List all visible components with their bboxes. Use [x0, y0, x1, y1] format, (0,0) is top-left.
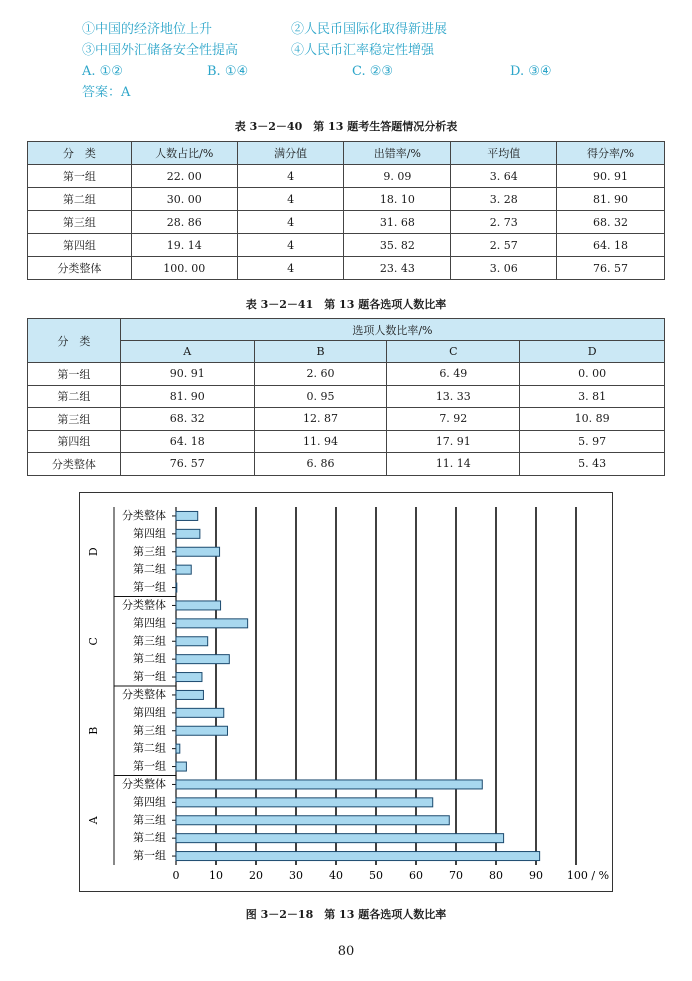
table-cell: 90. 91	[557, 165, 665, 188]
page-number: 80	[337, 944, 355, 959]
table-cell: 2. 73	[451, 211, 557, 234]
statement-2: ②人民币国际化取得新进展	[291, 22, 448, 37]
table-cell: 10. 89	[520, 408, 665, 431]
x-tick-label: 0	[172, 869, 180, 882]
group-label-c: C	[87, 637, 100, 646]
bar-b	[176, 744, 180, 753]
choice-b: B. ①④	[207, 64, 249, 79]
bar-d	[176, 511, 198, 520]
choice-a: A. ①②	[82, 64, 123, 79]
table-row	[28, 188, 665, 211]
category-label: 分类整体	[122, 687, 166, 701]
answer: 答案：A	[82, 85, 131, 100]
bar-a	[176, 852, 540, 861]
category-label: 分类整体	[122, 508, 166, 522]
table-cell: 9. 09	[344, 165, 451, 188]
table-cell: 17. 91	[387, 430, 520, 453]
x-tick-label: 30	[289, 869, 303, 882]
table-cell: 19. 14	[131, 234, 237, 257]
table-answer-analysis	[27, 141, 665, 280]
table-cell: 第一组	[28, 363, 121, 386]
bar-d	[176, 583, 177, 592]
option-row-2	[82, 41, 642, 62]
table-row	[28, 363, 665, 386]
table-cell: 13. 33	[387, 385, 520, 408]
option-ratio-bar-chart	[80, 493, 612, 891]
header-cell: B	[254, 341, 387, 363]
bar-c	[176, 673, 202, 682]
header-cell: A	[120, 341, 254, 363]
bar-a	[176, 816, 449, 825]
x-tick-label: 40	[329, 869, 343, 882]
table1-caption: 表 3－2－40 第 13 题考生答题情况分析表	[234, 120, 458, 133]
corner-cell: 分 类	[28, 319, 121, 363]
table-cell: 4	[237, 234, 344, 257]
category-label: 第四组	[133, 795, 166, 809]
table-cell: 2. 60	[254, 363, 387, 386]
table-cell: 5. 43	[520, 453, 665, 476]
bar-b	[176, 690, 203, 699]
table-cell: 81. 90	[120, 385, 254, 408]
x-tick-label: 100 / %	[566, 869, 610, 882]
table-cell: 11. 94	[254, 430, 387, 453]
table-cell: 6. 49	[387, 363, 520, 386]
table-cell: 分类整体	[28, 257, 132, 280]
table-cell: 18. 10	[344, 188, 451, 211]
table-cell: 第二组	[28, 385, 121, 408]
table-cell: 2. 57	[451, 234, 557, 257]
figure-caption: 图 3－2－18 第 13 题各选项人数比率	[245, 908, 447, 921]
table-cell: 12. 87	[254, 408, 387, 431]
table-cell: 第一组	[28, 165, 132, 188]
category-label: 第四组	[133, 705, 166, 719]
group-label-a: A	[87, 816, 100, 825]
table-row	[28, 453, 665, 476]
table-cell: 30. 00	[131, 188, 237, 211]
table-row	[28, 408, 665, 431]
table-row	[28, 234, 665, 257]
table-cell: 68. 32	[120, 408, 254, 431]
x-tick-label: 80	[489, 869, 503, 882]
table-cell: 76. 57	[557, 257, 665, 280]
table-cell: 11. 14	[387, 453, 520, 476]
table-cell: 6. 86	[254, 453, 387, 476]
table-cell: 第四组	[28, 234, 132, 257]
table-cell: 第三组	[28, 408, 121, 431]
choice-c: C. ②③	[352, 64, 394, 79]
header-cell: 平均值	[451, 142, 557, 165]
bar-d	[176, 565, 191, 574]
table-cell: 76. 57	[120, 453, 254, 476]
table-cell: 64. 18	[557, 234, 665, 257]
x-tick-label: 20	[249, 869, 263, 882]
group-label-d: D	[87, 547, 100, 557]
table-cell: 4	[237, 211, 344, 234]
bar-c	[176, 655, 229, 664]
category-label: 第三组	[133, 634, 166, 648]
header-cell: 分 类	[28, 142, 132, 165]
table-cell: 7. 92	[387, 408, 520, 431]
table-header-row	[28, 341, 665, 363]
table-row	[28, 257, 665, 280]
x-tick-label: 60	[409, 869, 423, 882]
category-label: 第一组	[133, 849, 166, 863]
category-label: 第三组	[133, 723, 166, 737]
bar-d	[176, 547, 220, 556]
table-cell: 3. 64	[451, 165, 557, 188]
statement-4: ④人民币汇率稳定性增强	[291, 43, 435, 58]
table-cell: 22. 00	[131, 165, 237, 188]
header-cell: 满分值	[237, 142, 344, 165]
table-row	[28, 385, 665, 408]
statement-1: ①中国的经济地位上升	[82, 22, 213, 37]
bar-c	[176, 619, 248, 628]
x-tick-label: 70	[449, 869, 463, 882]
question-block	[82, 20, 642, 104]
header-cell: 得分率/%	[557, 142, 665, 165]
category-label: 分类整体	[122, 777, 166, 791]
category-label: 第三组	[133, 544, 166, 558]
chart-frame	[79, 492, 613, 892]
x-tick-label: 90	[529, 869, 543, 882]
option-row-1	[82, 20, 642, 41]
bar-a	[176, 798, 433, 807]
table-cell: 81. 90	[557, 188, 665, 211]
category-label: 第一组	[133, 580, 166, 594]
table-cell: 4	[237, 165, 344, 188]
category-label: 第一组	[133, 670, 166, 684]
bar-a	[176, 780, 482, 789]
table-cell: 第二组	[28, 188, 132, 211]
category-label: 第一组	[133, 759, 166, 773]
category-label: 分类整体	[122, 598, 166, 612]
bar-b	[176, 708, 224, 717]
category-label: 第三组	[133, 813, 166, 827]
table-row	[28, 430, 665, 453]
group-header-cell: 选项人数比率/%	[120, 319, 664, 341]
table-cell: 64. 18	[120, 430, 254, 453]
bar-a	[176, 834, 504, 843]
table-cell: 0. 00	[520, 363, 665, 386]
bar-c	[176, 637, 208, 646]
bar-d	[176, 529, 200, 538]
header-cell: D	[520, 341, 665, 363]
category-label: 第四组	[133, 616, 166, 630]
table-cell: 3. 81	[520, 385, 665, 408]
table-row	[28, 165, 665, 188]
table-cell: 4	[237, 257, 344, 280]
header-cell: 出错率/%	[344, 142, 451, 165]
bar-b	[176, 726, 227, 735]
table-cell: 68. 32	[557, 211, 665, 234]
category-label: 第二组	[133, 831, 166, 845]
x-tick-label: 10	[209, 869, 223, 882]
table-cell: 0. 95	[254, 385, 387, 408]
bar-c	[176, 601, 221, 610]
bar-b	[176, 762, 186, 771]
statement-3: ③中国外汇储备安全性提高	[82, 43, 239, 58]
table-cell: 35. 82	[344, 234, 451, 257]
table-header-row	[28, 319, 665, 341]
table-cell: 3. 06	[451, 257, 557, 280]
table-cell: 28. 86	[131, 211, 237, 234]
table-header-row	[28, 142, 665, 165]
table-row	[28, 211, 665, 234]
x-tick-label: 50	[369, 869, 383, 882]
choice-row	[82, 62, 642, 83]
table-cell: 5. 97	[520, 430, 665, 453]
table-cell: 分类整体	[28, 453, 121, 476]
table-cell: 3. 28	[451, 188, 557, 211]
table-cell: 31. 68	[344, 211, 451, 234]
header-cell: 人数占比/%	[131, 142, 237, 165]
category-label: 第四组	[133, 526, 166, 540]
table-cell: 4	[237, 188, 344, 211]
table-option-ratio	[27, 318, 665, 476]
table-cell: 100. 00	[131, 257, 237, 280]
answer-row	[82, 83, 642, 104]
category-label: 第二组	[133, 652, 166, 666]
category-label: 第二组	[133, 741, 166, 755]
group-label-b: B	[87, 726, 100, 735]
table-cell: 第四组	[28, 430, 121, 453]
table-cell: 第三组	[28, 211, 132, 234]
header-cell: C	[387, 341, 520, 363]
table-cell: 23. 43	[344, 257, 451, 280]
table-cell: 90. 91	[120, 363, 254, 386]
category-label: 第二组	[133, 562, 166, 576]
choice-d: D. ③④	[510, 64, 552, 79]
table2-caption: 表 3－2－41 第 13 题各选项人数比率	[245, 298, 447, 311]
